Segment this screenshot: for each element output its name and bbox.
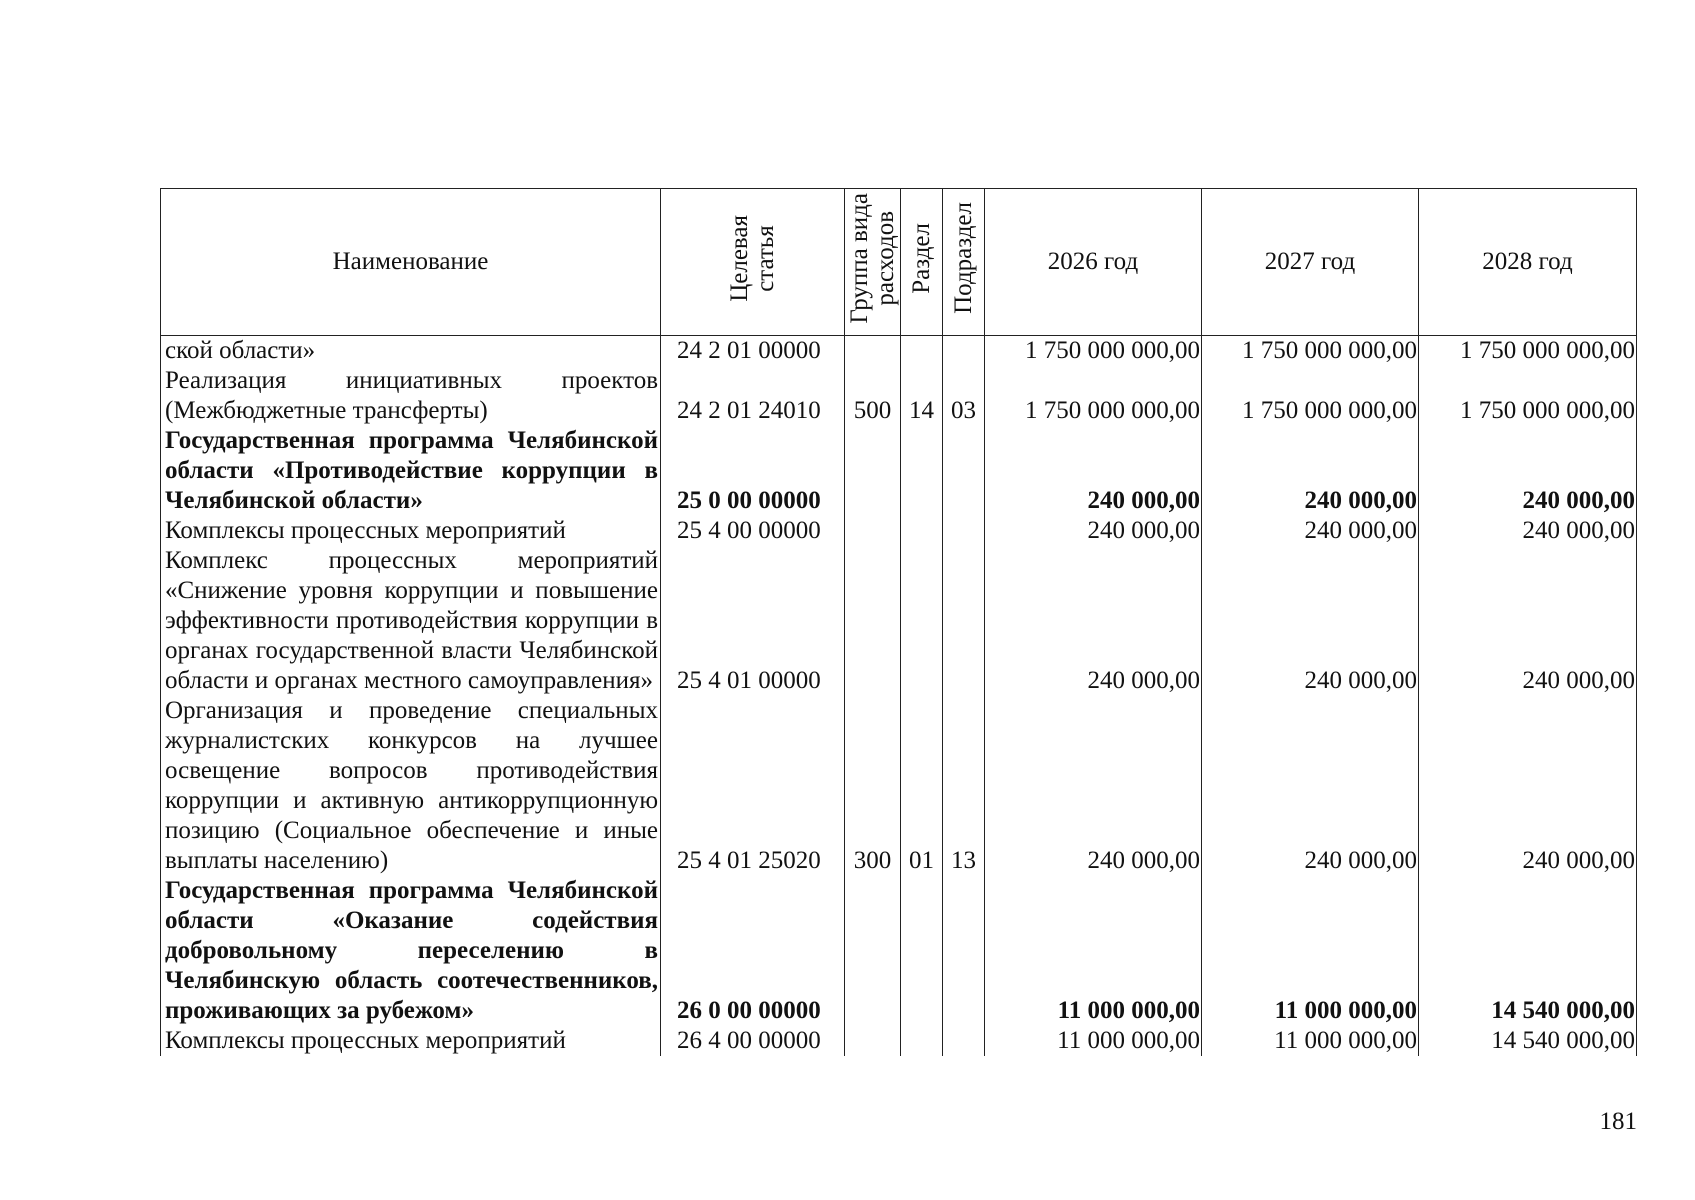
header-section: Раздел	[901, 189, 943, 336]
row-expense-group	[845, 336, 901, 367]
row-section	[901, 876, 943, 1026]
row-section	[901, 516, 943, 546]
table-header-row	[161, 189, 1637, 336]
table-row	[161, 876, 1637, 1026]
table-row	[161, 336, 1637, 367]
table-row	[161, 366, 1637, 426]
header-expense-group: Группа вида расходов	[845, 189, 901, 336]
row-value-2027: 1 750 000 000,00	[1202, 366, 1419, 426]
row-code: 25 0 00 00000	[661, 426, 845, 516]
row-section: 01	[901, 696, 943, 876]
row-subsection	[943, 516, 985, 546]
row-value-2028: 240 000,00	[1419, 516, 1637, 546]
row-name: Комплекс процессных мероприятий «Снижение уровня коррупции и повышение эффективности противодействия коррупции в органах государственной власти Челябинской области и органах местного самоуправления»	[161, 546, 661, 696]
row-section	[901, 546, 943, 696]
row-name: Комплексы процессных мероприятий	[161, 1026, 661, 1056]
row-expense-group	[845, 546, 901, 696]
row-value-2027: 11 000 000,00	[1202, 876, 1419, 1026]
row-value-2026: 240 000,00	[985, 426, 1202, 516]
row-name: Государственная программа Челябинской области «Оказание содействия добровольному переселению в Челябинскую область соотечественников, проживающих за рубежом»	[161, 876, 661, 1026]
row-subsection	[943, 546, 985, 696]
row-value-2026: 11 000 000,00	[985, 1026, 1202, 1056]
row-value-2026: 240 000,00	[985, 696, 1202, 876]
budget-table	[160, 188, 1637, 1056]
row-section	[901, 1026, 943, 1056]
row-section	[901, 426, 943, 516]
table-row	[161, 426, 1637, 516]
header-subsection: Подраздел	[943, 189, 985, 336]
table-row	[161, 1026, 1637, 1056]
row-subsection: 13	[943, 696, 985, 876]
row-value-2026: 240 000,00	[985, 546, 1202, 696]
row-section: 14	[901, 366, 943, 426]
table-row	[161, 696, 1637, 876]
row-value-2026: 240 000,00	[985, 516, 1202, 546]
row-value-2028: 14 540 000,00	[1419, 1026, 1637, 1056]
row-value-2027: 240 000,00	[1202, 426, 1419, 516]
row-code: 24 2 01 00000	[661, 336, 845, 367]
table-row	[161, 546, 1637, 696]
row-name: Реализация инициативных проектов (Межбюджетные трансферты)	[161, 366, 661, 426]
row-expense-group: 300	[845, 696, 901, 876]
row-value-2028: 14 540 000,00	[1419, 876, 1637, 1026]
row-subsection	[943, 426, 985, 516]
row-expense-group	[845, 876, 901, 1026]
row-value-2027: 240 000,00	[1202, 696, 1419, 876]
row-subsection: 03	[943, 366, 985, 426]
row-expense-group	[845, 516, 901, 546]
header-target-article: Целевая статья	[661, 189, 845, 336]
header-year-2028: 2028 год	[1419, 189, 1637, 336]
row-name: ской области»	[161, 336, 661, 367]
row-value-2028: 240 000,00	[1419, 696, 1637, 876]
row-value-2028: 240 000,00	[1419, 546, 1637, 696]
row-code: 25 4 00 00000	[661, 516, 845, 546]
header-name: Наименование	[161, 189, 661, 336]
row-subsection	[943, 336, 985, 367]
row-value-2028: 240 000,00	[1419, 426, 1637, 516]
header-year-2026: 2026 год	[985, 189, 1202, 336]
row-value-2027: 1 750 000 000,00	[1202, 336, 1419, 367]
row-subsection	[943, 1026, 985, 1056]
row-section	[901, 336, 943, 367]
row-expense-group	[845, 1026, 901, 1056]
table-row	[161, 516, 1637, 546]
row-value-2026: 1 750 000 000,00	[985, 336, 1202, 367]
row-value-2028: 1 750 000 000,00	[1419, 366, 1637, 426]
row-name: Государственная программа Челябинской области «Противодействие коррупции в Челябинской области»	[161, 426, 661, 516]
header-year-2027: 2027 год	[1202, 189, 1419, 336]
page-number: 181	[1599, 1108, 1637, 1135]
row-code: 26 0 00 00000	[661, 876, 845, 1026]
row-name: Организация и проведение специальных журналистских конкурсов на лучшее освещение вопросов противодействия коррупции и активную антикоррупционную позицию (Социальное обеспечение и иные выплаты населению)	[161, 696, 661, 876]
row-value-2027: 240 000,00	[1202, 546, 1419, 696]
row-subsection	[943, 876, 985, 1026]
row-name: Комплексы процессных мероприятий	[161, 516, 661, 546]
row-value-2027: 240 000,00	[1202, 516, 1419, 546]
row-value-2026: 11 000 000,00	[985, 876, 1202, 1026]
row-code: 25 4 01 25020	[661, 696, 845, 876]
row-expense-group: 500	[845, 366, 901, 426]
row-expense-group	[845, 426, 901, 516]
row-value-2026: 1 750 000 000,00	[985, 366, 1202, 426]
row-value-2028: 1 750 000 000,00	[1419, 336, 1637, 367]
row-code: 25 4 01 00000	[661, 546, 845, 696]
row-code: 24 2 01 24010	[661, 366, 845, 426]
row-code: 26 4 00 00000	[661, 1026, 845, 1056]
row-value-2027: 11 000 000,00	[1202, 1026, 1419, 1056]
